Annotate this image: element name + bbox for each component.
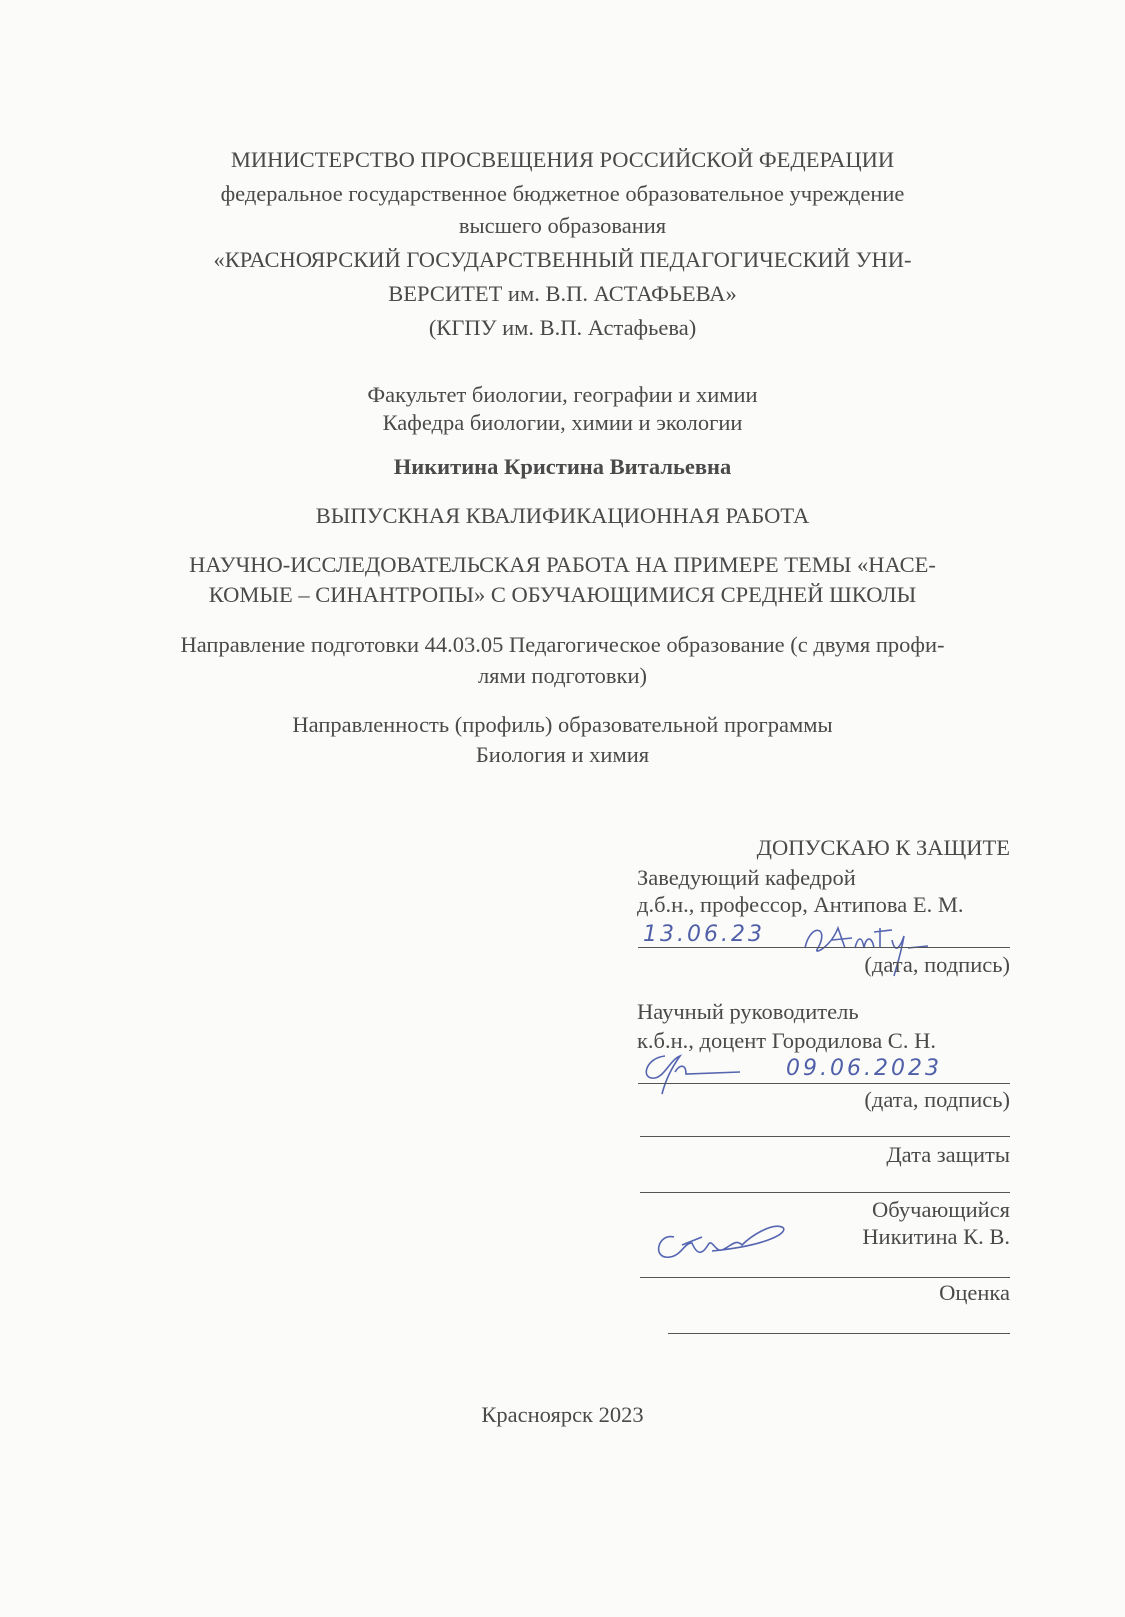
student-signature [652,1215,792,1275]
approval-heading: ДОПУСКАЮ К ЗАЩИТЕ [756,835,1010,860]
approval-role: Заведующий кафедрой [637,865,856,890]
defense-date-label: Дата защиты [886,1142,1010,1167]
ministry-name: МИНИСТЕРСТВО ПРОСВЕЩЕНИЯ РОССИЙСКОЙ ФЕДЕРАЦИИ [230,147,895,172]
faculty: Факультет биологии, географии и химии [367,382,758,407]
direction-line2: лями подготовки) [477,663,648,688]
direction-line1: Направление подготовки 44.03.05 Педагогическое образование (с двумя профи- [180,632,945,657]
institution-type-line1: федеральное государственное бюджетное образовательное учреждение [220,181,905,206]
supervisor-caption: (дата, подпись) [864,1087,1010,1112]
university-name-line1: «КРАСНОЯРСКИЙ ГОСУДАРСТВЕННЫЙ ПЕДАГОГИЧЕСКИЙ УНИ- [213,247,912,272]
university-name-line2: ВЕРСИТЕТ им. В.П. АСТАФЬЕВА» [388,281,737,306]
grade-line [640,1277,1010,1278]
topic-line1: НАУЧНО-ИССЛЕДОВАТЕЛЬСКАЯ РАБОТА НА ПРИМЕРЕ ТЕМЫ «НАСЕ- [189,552,936,577]
supervisor-role: Научный руководитель [637,999,859,1024]
topic-line2: КОМЫЕ – СИНАНТРОПЫ» С ОБУЧАЮЩИМИСЯ СРЕДНЕЙ ШКОЛЫ [208,582,917,607]
city-year: Красноярск 2023 [481,1402,644,1427]
student-line [640,1192,1010,1193]
institution-type-line2: высшего образования [458,213,667,238]
university-short-name: (КГПУ им. В.П. Астафьева) [428,315,697,340]
author-name: Никитина Кристина Витальевна [393,454,732,479]
work-type: ВЫПУСКНАЯ КВАЛИФИКАЦИОННАЯ РАБОТА [315,503,810,528]
grade-label: Оценка [939,1280,1010,1305]
profile-line2: Биология и химия [475,742,650,767]
student-role: Обучающийся [872,1197,1010,1222]
grade-value-line [668,1333,1010,1334]
profile-line1: Направленность (профиль) образовательной программы [292,712,833,737]
approval-handwritten-date: 13.06.23 [643,922,765,947]
defense-date-line [640,1136,1010,1137]
approval-person: д.б.н., профессор, Антипова Е. М. [637,892,964,917]
approval-caption: (дата, подпись) [864,952,1010,977]
department: Кафедра биологии, химии и экологии [382,410,743,435]
supervisor-handwritten-date: 09.06.2023 [786,1056,942,1081]
student-name: Никитина К. В. [862,1224,1010,1249]
supervisor-signature-line [638,1083,1010,1084]
supervisor-signature [640,1050,760,1100]
approval-signature-line [638,947,1010,948]
supervisor-person: к.б.н., доцент Городилова С. Н. [637,1028,936,1053]
